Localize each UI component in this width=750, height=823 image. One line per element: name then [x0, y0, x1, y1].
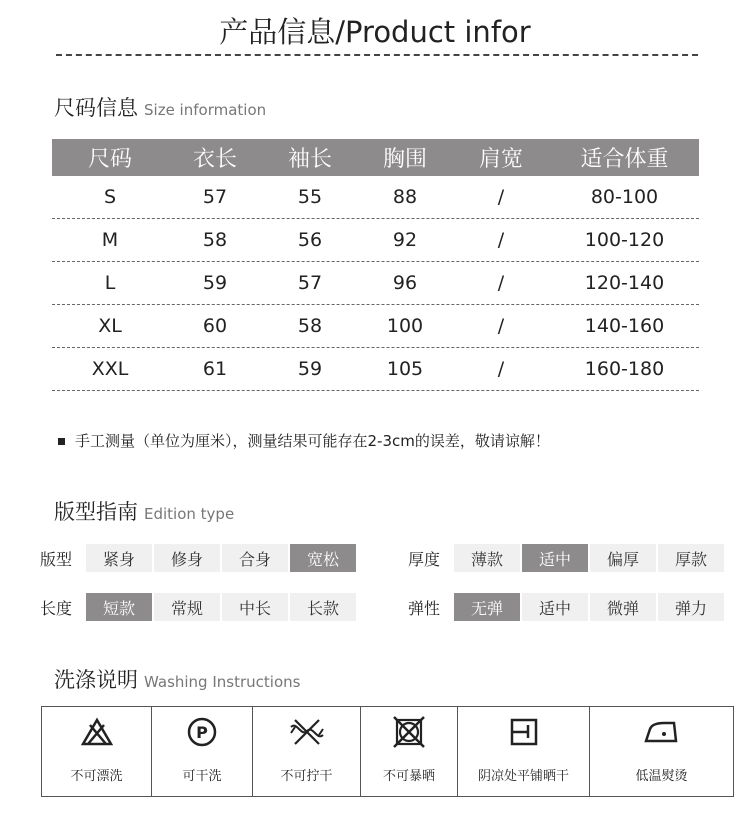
cell-chest: 92 — [392, 229, 418, 251]
thickness-options — [408, 544, 726, 572]
size-section-title: 尺码信息 — [54, 96, 138, 120]
thickness-option-selected: 适中 — [522, 544, 588, 572]
header-size: 尺码 — [87, 147, 132, 172]
title-divider — [56, 54, 698, 56]
washing-section-heading — [54, 664, 300, 694]
size-section-subtitle: Size information — [144, 101, 267, 119]
table-row — [52, 305, 699, 348]
length-option: 常规 — [154, 593, 220, 621]
cell-chest: 96 — [392, 272, 418, 294]
no-wring-icon — [287, 707, 327, 757]
cell-weight: 120-140 — [584, 272, 665, 294]
size-table-header — [52, 139, 699, 176]
cell-shoulder: / — [497, 272, 505, 294]
elasticity-option: 微弹 — [590, 593, 656, 621]
cell-sleeve: 59 — [297, 358, 323, 380]
header-sleeve: 袖长 — [287, 147, 332, 172]
cell-weight: 160-180 — [584, 358, 665, 380]
cell-weight: 100-120 — [584, 229, 665, 251]
cell-shoulder: / — [497, 315, 505, 337]
table-row — [52, 348, 699, 391]
fit-option: 合身 — [222, 544, 288, 572]
elasticity-option: 适中 — [522, 593, 588, 621]
thickness-option: 薄款 — [454, 544, 520, 572]
fit-option-selected: 宽松 — [290, 544, 356, 572]
thickness-option: 厚款 — [658, 544, 724, 572]
washing-label: 可干洗 — [182, 769, 222, 784]
washing-item — [152, 707, 253, 796]
elasticity-option-selected: 无弹 — [454, 593, 520, 621]
fit-options — [40, 544, 358, 572]
thickness-label: 厚度 — [408, 549, 441, 569]
cell-shoulder: / — [497, 186, 505, 208]
cell-sleeve: 58 — [297, 315, 323, 337]
washing-label: 低温熨烫 — [635, 769, 688, 784]
fit-option: 修身 — [154, 544, 220, 572]
washing-item — [361, 707, 458, 796]
length-label: 长度 — [40, 598, 73, 618]
washing-item — [590, 707, 733, 796]
cell-length: 60 — [202, 315, 228, 337]
elasticity-options — [408, 593, 726, 621]
cell-sleeve: 56 — [297, 229, 323, 251]
bullet-icon — [58, 438, 65, 445]
line-dry-shade-icon — [508, 707, 540, 757]
cell-shoulder: / — [497, 229, 505, 251]
washing-section-subtitle: Washing Instructions — [144, 673, 301, 691]
cell-sleeve: 57 — [297, 272, 323, 294]
washing-label: 不可漂洗 — [70, 769, 123, 784]
cell-length: 59 — [202, 272, 228, 294]
cell-shoulder: / — [497, 358, 505, 380]
fit-label: 版型 — [40, 549, 73, 569]
edition-section-subtitle: Edition type — [144, 505, 235, 523]
length-options — [40, 593, 358, 621]
table-row — [52, 176, 699, 219]
dry-clean-icon — [186, 707, 218, 757]
cell-size: XL — [98, 315, 122, 337]
washing-item — [42, 707, 152, 796]
measurement-note — [58, 430, 550, 451]
cell-length: 58 — [202, 229, 228, 251]
header-chest: 胸围 — [382, 147, 427, 172]
size-table — [52, 139, 699, 391]
size-section-heading — [54, 92, 266, 122]
cell-length: 61 — [202, 358, 228, 380]
header-length: 衣长 — [192, 147, 237, 172]
washing-table — [41, 706, 734, 797]
cell-sleeve: 55 — [297, 186, 323, 208]
cell-size: L — [104, 272, 116, 294]
svg-text:P: P — [196, 723, 208, 742]
edition-section-title: 版型指南 — [54, 500, 138, 524]
length-option: 中长 — [222, 593, 288, 621]
washing-label: 不可暴晒 — [382, 769, 435, 784]
length-option-selected: 短款 — [86, 593, 152, 621]
cell-chest: 88 — [392, 186, 418, 208]
measurement-note-text: 手工测量（单位为厘米），测量结果可能存在2-3cm的误差，敬请谅解！ — [75, 432, 550, 450]
length-option: 长款 — [290, 593, 356, 621]
cell-weight: 140-160 — [584, 315, 665, 337]
page-title: 产品信息/Product infor — [219, 15, 531, 49]
washing-item — [458, 707, 590, 796]
cell-size: M — [101, 229, 119, 251]
low-iron-icon — [642, 707, 682, 757]
table-row — [52, 219, 699, 262]
cell-chest: 100 — [386, 315, 424, 337]
cell-weight: 80-100 — [590, 186, 659, 208]
cell-length: 57 — [202, 186, 228, 208]
washing-item — [253, 707, 361, 796]
washing-label: 不可拧干 — [280, 769, 333, 784]
cell-size: XXL — [91, 358, 129, 380]
fit-option: 紧身 — [86, 544, 152, 572]
no-bleach-icon — [80, 707, 114, 757]
elasticity-label: 弹性 — [408, 598, 441, 618]
header-weight: 适合体重 — [580, 147, 669, 172]
no-tumble-dry-icon — [392, 707, 426, 757]
cell-chest: 105 — [386, 358, 424, 380]
thickness-option: 偏厚 — [590, 544, 656, 572]
table-row — [52, 262, 699, 305]
cell-size: S — [103, 186, 117, 208]
elasticity-option: 弹力 — [658, 593, 724, 621]
edition-section-heading — [54, 496, 234, 526]
washing-label: 阴凉处平铺晒干 — [477, 769, 569, 784]
washing-section-title: 洗涤说明 — [54, 668, 138, 692]
header-shoulder: 肩宽 — [478, 147, 523, 172]
